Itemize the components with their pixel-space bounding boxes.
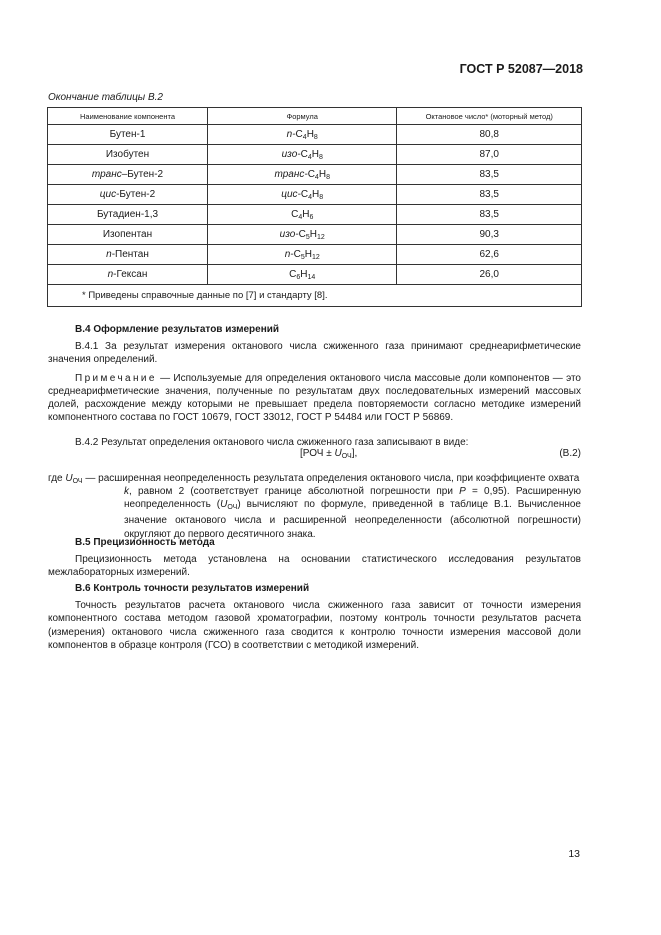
- octane-value: 83,5: [397, 165, 582, 185]
- table-row: [48, 125, 582, 145]
- table-row: [48, 145, 582, 165]
- section-b6-heading: В.6 Контроль точности результатов измерений: [75, 583, 310, 594]
- octane-value: 90,3: [397, 225, 582, 245]
- component-formula: $C_4H_6$: [208, 205, 397, 225]
- component-name: Бутадиен-1,3: [48, 205, 208, 225]
- component-name: Бутен-1: [48, 125, 208, 145]
- note-text: — Используемые для определения октанового числа массовые доли компонентов — это среднеарифметические значения, полученные по результатам двух последовательных измерений массовых долей, расхождение между которыми не превышает предела повторяемости согласно методике измерений компонентного состава по ГОСТ 10679, ГОСТ 33012, ГОСТ Р 54484 или ГОСТ Р 56869.: [48, 372, 581, 424]
- header-component: Наименование компонента: [48, 108, 208, 125]
- octane-value: 87,0: [397, 145, 582, 165]
- note-paragraph: [48, 372, 581, 425]
- component-formula: изо-$C_4H_8$: [208, 145, 397, 165]
- standard-designation: ГОСТ Р 52087—2018: [459, 62, 583, 76]
- paragraph-b6: Точность результатов расчета октанового числа сжиженного газа зависит от точности измерения компонентного состава методом газовой хроматографии, поэтому контроль точности результатов расчета (измерения) октанового числа сжиженного газа сводится к контролю точности измерения массовой доли компонентов в образце контроля (ГСО) в соответствии с методикой измерений.: [48, 600, 581, 651]
- table-row: [48, 225, 582, 245]
- table-row: [48, 165, 582, 185]
- component-formula: цис-$C_4H_8$: [208, 185, 397, 205]
- component-formula: $n-C_5H_{12}$: [208, 245, 397, 265]
- table-row: [48, 205, 582, 225]
- table-row: [48, 185, 582, 205]
- note-label: Примечание: [75, 372, 157, 384]
- section-b4: [48, 323, 581, 450]
- table-row: [48, 245, 582, 265]
- page-number: 13: [568, 848, 580, 860]
- component-name: n-Пентан: [48, 245, 208, 265]
- where-explanation: k, равном 2 (соответствует границе абсолютной погрешности при P = 0,95). Расширенную неопределенность $(U_{ОЧ})$ вычисляют по формуле, приведенной в таблице В.1. Вычисленное значение октанового числа и расширенной неопределенности (абсолютной погрешности) округляют до первого десятичного знака.: [124, 486, 581, 540]
- section-b6: [48, 582, 581, 652]
- octane-value: 62,6: [397, 245, 582, 265]
- table-body: [48, 125, 582, 307]
- component-name: Изобутен: [48, 145, 208, 165]
- paragraph-b42: В.4.2 Результат определения октанового числа сжиженного газа записывают в виде:: [75, 437, 469, 449]
- component-name: транс–Бутен-2: [48, 165, 208, 185]
- table-footnote-row: [48, 285, 582, 307]
- paragraph-b5: Прецизионность метода установлена на основании статистического исследования результатов межлабораторных измерений.: [48, 554, 581, 579]
- table-row: [48, 265, 582, 285]
- section-b5-heading: В.5 Прецизионность метода: [75, 537, 215, 548]
- section-b5: [48, 536, 581, 580]
- section-b4-heading: В.4 Оформление результатов измерений: [75, 324, 280, 335]
- octane-table: [47, 107, 582, 307]
- header-formula: Формула: [208, 108, 397, 125]
- component-name: цис-Бутен-2: [48, 185, 208, 205]
- component-formula: $n-C_4H_8$: [208, 125, 397, 145]
- table-footnote: * Приведены справочные данные по [7] и стандарту [8].: [48, 285, 582, 307]
- component-formula: $C_6H_{14}$: [208, 265, 397, 285]
- where-clause: где $U_{ОЧ}$ — расширенная неопределенность результата определения октанового числа, при коэффициенте охвата: [48, 473, 580, 485]
- component-name: n-Гексан: [48, 265, 208, 285]
- octane-value: 83,5: [397, 185, 582, 205]
- octane-value: 26,0: [397, 265, 582, 285]
- paragraph-b41: В.4.1 За результат измерения октанового числа сжиженного газа принимают среднеарифметические значения определений.: [48, 341, 581, 366]
- component-formula: изо-$C_5H_{12}$: [208, 225, 397, 245]
- equation-number: (В.2): [559, 448, 581, 459]
- component-name: Изопентан: [48, 225, 208, 245]
- octane-value: 80,8: [397, 125, 582, 145]
- formula-expression: $[РОЧ \pm U_{ОЧ}]$,: [300, 448, 358, 460]
- component-formula: транс-$C_4H_8$: [208, 165, 397, 185]
- header-octane: Октановое число* (моторный метод): [397, 108, 582, 125]
- table-header-row: [48, 108, 582, 125]
- table-caption: Окончание таблицы В.2: [48, 92, 163, 103]
- octane-value: 83,5: [397, 205, 582, 225]
